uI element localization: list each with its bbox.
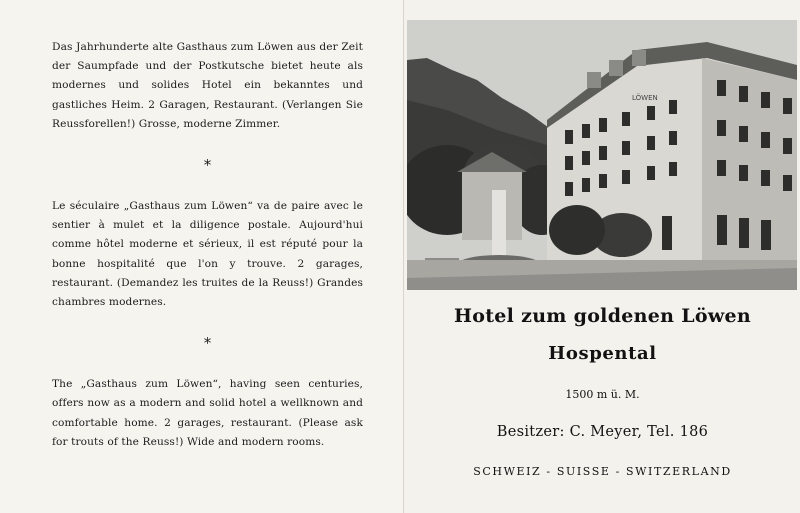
french-description: Le séculaire „Gasthaus zum Löwen“ va de paire avec le sentier à mulet et la diligence postale. Aujourd'hui comme hôtel moderne et sérieux, il est réputé pour la bonne hospitalité que l'on y trouve. 2 garages, restaurant. (Demandez les truites de la Reuss!) Grandes chambres modernes. [52,200,363,309]
hotel-photo-illustration [407,20,797,290]
english-description: The „Gasthaus zum Löwen“, having seen centuries, offers now as a modern and solid hotel a wellknown and comfortable home. 2 garages, restaurant. (Please ask for trouts of the Reuss!) Wide and modern rooms. [52,378,363,448]
hotel-photo [407,20,797,290]
right-panel [405,0,800,513]
building-sign-text: LÖWEN [632,94,658,102]
separator-asterisk: * [203,334,212,353]
owner-contact: Besitzer: C. Meyer, Tel. 186 [496,424,709,440]
location-name: Hospental [548,343,657,364]
country-line: SCHWEIZ - SUISSE - SWITZERLAND [473,465,732,478]
separator-asterisk: * [203,156,212,175]
german-description: Das Jahrhunderte alte Gasthaus zum Löwen aus der Zeit der Saumpfade und der Postkutsche bietet heute als modernes und solides Hotel ein bekanntes und gastliches Heim. 2 Garagen, Restaurant. (Verlangen Sie Reussforellen!) Grosse, moderne Zimmer. [52,41,363,130]
altitude-text: 1500 m ü. M. [565,388,640,401]
hotel-name: Hotel zum goldenen Löwen [453,305,751,327]
